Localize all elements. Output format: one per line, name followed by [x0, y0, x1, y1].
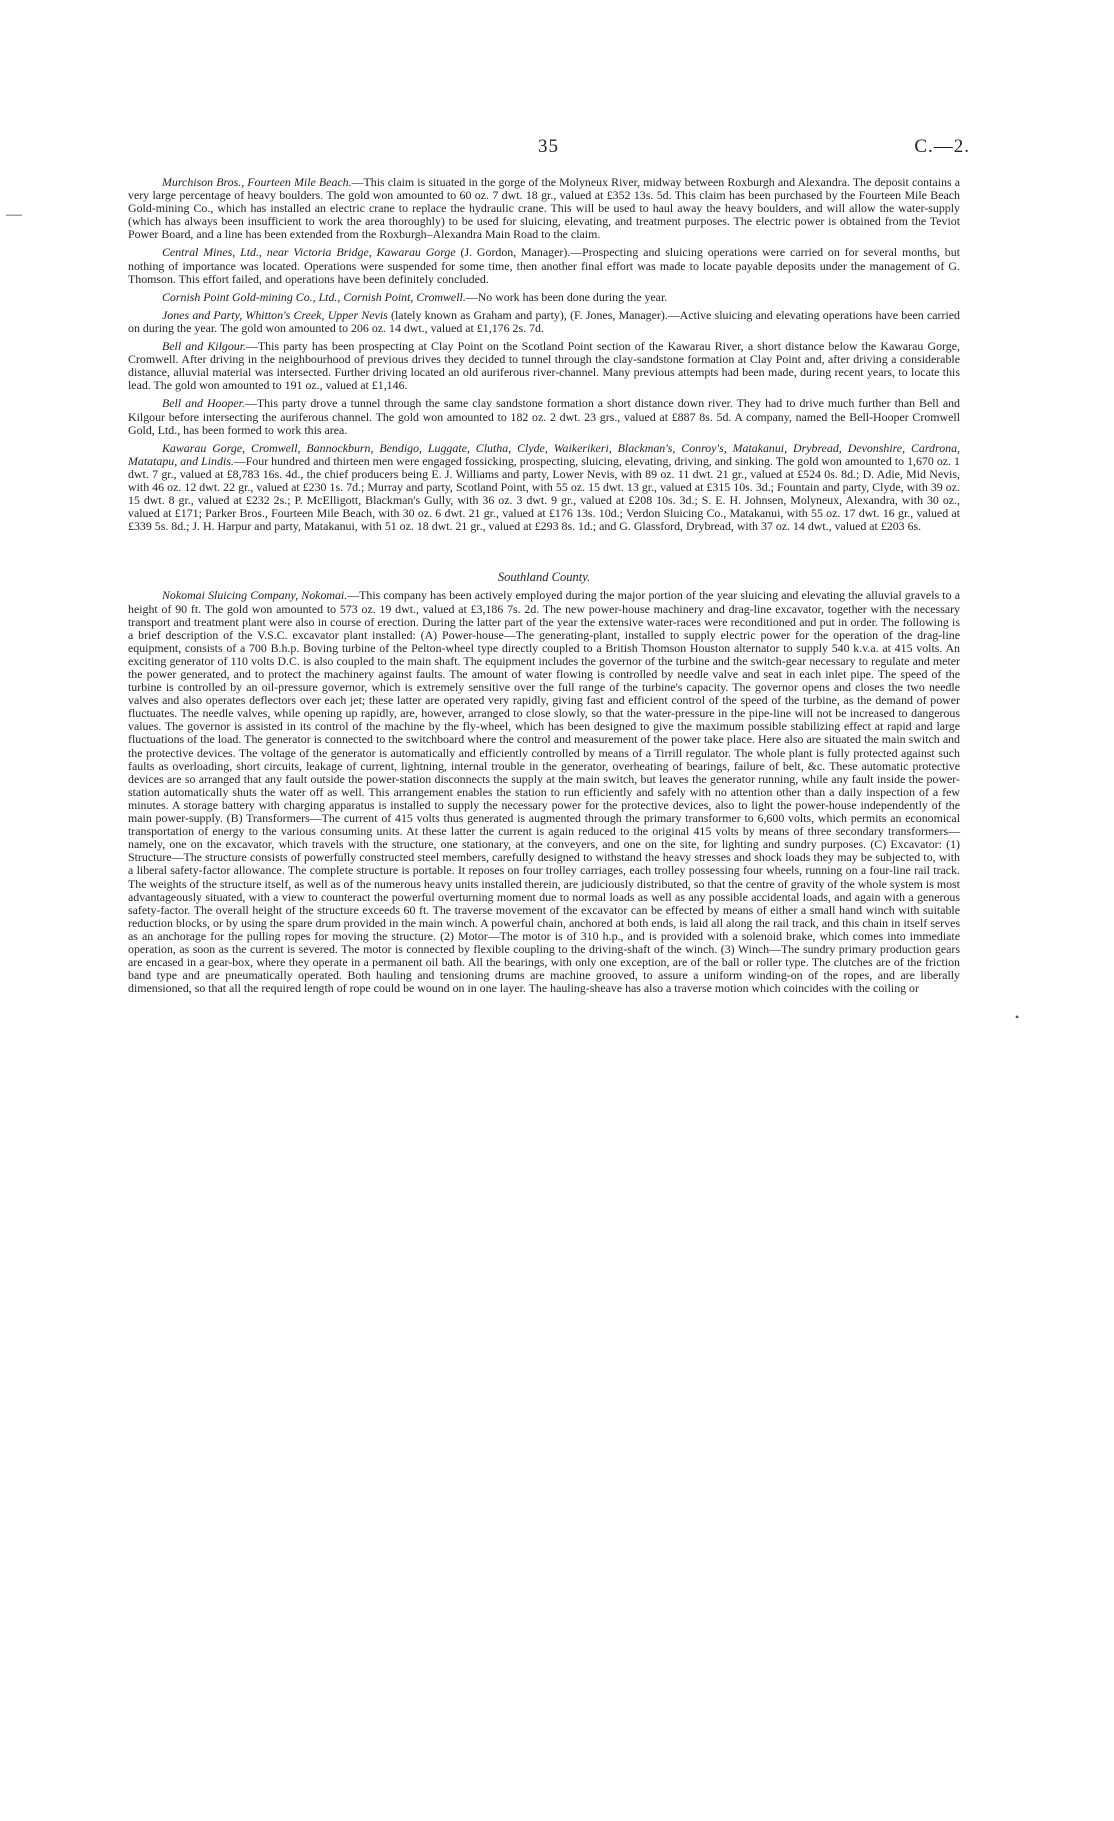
entry-text: (J. Gordon, Manager).—Prospecting and sluicing operations were carried on for several months, but nothing of importance was located. Operations were suspended for some time, then another final effort was made to locate payable deposits under the management of G. Thomson. This effort failed, and operations have been definitely concluded. — [128, 245, 960, 286]
entry-title: Murchison Bros., Fourteen Mile Beach. — [162, 175, 352, 189]
entry-title: Bell and Hooper. — [162, 396, 245, 411]
margin-mark-left: — — [6, 206, 22, 223]
entry-bell-and-hooper — [128, 397, 960, 436]
entry-bell-and-kilgour — [128, 340, 960, 392]
entry-text: —Four hundred and thirteen men were engaged fossicking, prospecting, sluicing, elevating, driving, and sinking. The gold won amounted to 1,670 oz. 1 dwt. 7 gr., valued at £8,783 16s. 4d., the chief producers being E. J. Williams and party, Lower Nevis, with 89 oz. 11 dwt. 21 gr., valued at £524 0s. 8d.; D. Adie, Mid Nevis, with 46 oz. 12 dwt. 22 gr., valued at £230 1s. 7d.; Murray and party, Scotland Point, with 55 oz. 15 dwt. 13 gr., valued at £315 10s. 3d.; Fountain and party, Clyde, with 39 oz. 15 dwt. 8 gr., valued at £232 2s.; P. McElligott, Blackman's Gully, with 36 oz. 3 dwt. 9 gr., valued at £208 10s. 3d.; S. E. H. Johnsen, Molyneux, Alexandra, with 30 oz., valued at £171; Parker Bros., Fourteen Mile Beach, with 30 oz. 6 dwt. 21 gr., valued at £176 13s. 10d.; Verdon Sluicing Co., Matakanui, with 55 oz. 17 dwt. 16 gr., valued at £339 5s. 8d.; J. H. Harpur and party, Matakanui, with 51 oz. 18 dwt. 21 gr., valued at £293 8s. 1d.; and G. Glassford, Drybread, with 37 oz. 14 dwt., valued at £203 6s. — [128, 453, 960, 534]
entry-jones-and-party — [128, 309, 960, 335]
entry-text: —No work has been done during the year. — [465, 289, 668, 304]
entry-cornish-point — [128, 291, 960, 304]
page-number: 35 — [538, 136, 559, 157]
entry-text: —This party drove a tunnel through the same clay sandstone formation a short distance down river. They had to drive much further than Bell and Kilgour before intersecting the auriferous channel. The gold won amounted to 182 oz. 2 dwt. 23 grs., valued at £887 8s. 5d. A company, named the Bell-Hooper Cromwell Gold, Ltd., has been formed to work this area. — [128, 396, 961, 437]
entry-murchison-bros — [128, 176, 960, 241]
entry-nokomai-sluicing — [128, 589, 960, 995]
entry-title: Cornish Point Gold-mining Co., Ltd., Cornish Point, Cromwell. — [162, 289, 466, 304]
entry-central-mines — [128, 246, 960, 285]
entry-text: —This party has been prospecting at Clay Point on the Scotland Point section of the Kawarau River, a short distance below the Kawarau Gorge, Cromwell. After driving in the neighbourhood of previous drives they decided to tunnel through the clay-sandstone formation at Clay Point and, after driving a considerable distance, alluvial material was intersected. Further driving located an old auriferous river-channel. Many previous attempts had been made, during recent years, to locate this lead. The gold won amounted to 191 oz., valued at £1,146. — [128, 339, 960, 393]
margin-mark-right: • — [1015, 1010, 1020, 1024]
entry-title: Nokomai Sluicing Company, Nokomai. — [162, 588, 348, 603]
entry-title: Bell and Kilgour. — [162, 339, 247, 354]
entry-title: Jones and Party, Whitton's Creek, Upper Nevis — [162, 307, 388, 322]
report-body — [128, 176, 960, 1000]
entry-title: Kawarau Gorge, Cromwell, Bannockburn, Bendigo, Luggate, Clutha, Clyde, Waikerikeri, Blackman's, Conroy's, Matakanui, Drybread, Devonshire, Cardrona, Matatapu, and Lindis. — [128, 440, 960, 468]
entry-text: —This company has been actively employed during the major portion of the year sluicing and elevating the alluvial gravels to a height of 90 ft. The gold won amounted to 573 oz. 19 dwt., valued at £3,186 7s. 2d. The new power-house machinery and drag-line excavator, together with the necessary transport and treatment plant were also in course of erection. During the latter part of the year the extensive water-races were reconditioned and put in order. The following is a brief description of the V.S.C. excavator plant installed: (A) Power-house—The generating-plant, installed to supply electric power for the operation of the drag-line equipment, consists of a 700 B.h.p. Boving turbine of the Pelton-wheel type directly coupled to a British Thomson Houston alternator to supply 540 k.v.a. at 415 volts. An exciting generator of 110 volts D.C. is also coupled to the main shaft. The equipment includes the governor of the turbine and the switch-gear necessary to regulate and meter the power generated, and to protect the machinery against faults. The amount of water flowing is controlled by needle valve and seat in each inlet pipe. The speed of the turbine is controlled by an oil-pressure governor, which is extremely sensitive over the full range of the turbine's capacity. The governor opens and closes the two needle valves and also operates deflectors over each jet; these latter are operated very rapidly, giving fast and efficient control of the speed of the turbine, as the demand of power fluctuates. The needle valves, while opening up rapidly, are, however, arranged to close slowly, so that the water-pressure in the pipe-line will not be increased to dangerous values. The governor is assisted in its control of the machine by the fly-wheel, which has been designed to give the maximum possible stabilizing effect at rapid and large fluctuations of the load. The generator is connected to the switchboard where the control and measurement of the power take place. Here also are situated the main switch and the protective devices. The voltage of the generator is automatically and efficiently controlled by means of a Tirrill regulator. The whole plant is fully protected against such faults as overloading, short circuits, leakage of current, lightning, internal trouble in the generator, overheating of bearings, failure of belt, &c. These automatic protective devices are so arranged that any fault outside the power-station disconnects the supply at the main switch, but leaves the generator running, while any fault inside the power-station automatically shuts the water off as well. This arrangement enables the station to run efficiently and safely with no attention other than a daily inspection of a few minutes. A storage battery with charging apparatus is installed to supply the necessary power for the protective devices, also to light the power-house independently of the main power-supply. (B) Transformers—The current of 415 volts thus generated is augmented through the primary transformer to 6,600 volts, which permits an economical transportation of energy to the various consuming units. At these latter the current is again reduced to the original 415 volts by means of three secondary transformers—namely, one on the excavator, which travels with the structure, one stationary, at the conveyers, and one on the site, for lighting and sundry purposes. (C) Excavator: (1) Structure—The structure consists of powerfully constructed steel members, carefully designed to withstand the heavy stresses and shock loads they may be subjected to, with a liberal safety-factor allowance. The complete structure is portable. It reposes on four trolley carriages, each trolley possessing four wheels, running on a four-line rail track. The weights of the structure itself, as well as of the numerous heavy units installed therein, are judiciously distributed, so that the centre of gravity of the whole system is most advantageously situated, with a view to counteract the powerful overturning moment due to normal loads as well as any possible accidental loads, and again with a generous safety-factor. The overall height of the structure exceeds 60 ft. The traverse movement of the excavator can be effected by means of either a small hand winch with suitable reduction blocks, or by using the spare drum provided in the main winch. A powerful chain, anchored at both ends, is laid all along the rail track, and this chain in itself serves as an anchorage for the pulling ropes for moving the structure. (2) Motor—The motor is of 310 h.p., and is provided with a solenoid brake, which comes into immediate operation, as soon as the current is severed. The motor is connected by flexible coupling to the driving-shaft of the winch. (3) Winch—The sundry primary production gears are encased in a gear-box, where they operate in a permanent oil bath. All the bearings, with only one exception, are of the ball or roller type. The clutches are of the friction band type and are pneumatically operated. Both hauling and tensioning drums are machine grooved, to assure a uniform winding-on of the ropes, and are liberally dimensioned, so that all the required length of rope could be wound on in one layer. The hauling-sheave has also a traverse motion which coincides with the coiling or — [128, 588, 961, 996]
entry-text: —This claim is situated in the gorge of the Molyneux River, midway between Roxburgh and Alexandra. The deposit contains a very large percentage of heavy boulders. The gold won amounted to 60 oz. 7 dwt. 18 gr., valued at £352 13s. 5d. This claim has been purchased by the Fourteen Mile Beach Gold-mining Co., which has installed an electric crane to replace the hydraulic crane. This will be used to haul away the heavy boulders, and will allow the water-supply (which has always been insufficient to work the area thoroughly) to be used for sluicing, elevating, and treatment purposes. The electric power is obtained from the Teviot Power Board, and a line has been extended from the Roxburgh–Alexandra Main Road to the claim. — [128, 175, 960, 242]
page-header — [0, 136, 1114, 160]
document-reference: C.—2. — [914, 136, 970, 157]
entry-text: (lately known as Graham and party), (F. Jones, Manager).—Active sluicing and elevating operations have been carried on during the year. The gold won amounted to 206 oz. 14 dwt., valued at £1,176 2s. 7d. — [128, 307, 960, 335]
section-heading: Southland County. — [497, 570, 591, 585]
entry-title: Central Mines, Ltd., near Victoria Bridge, Kawarau Gorge — [162, 245, 456, 260]
entry-kawarau-gorge-districts — [128, 442, 960, 534]
